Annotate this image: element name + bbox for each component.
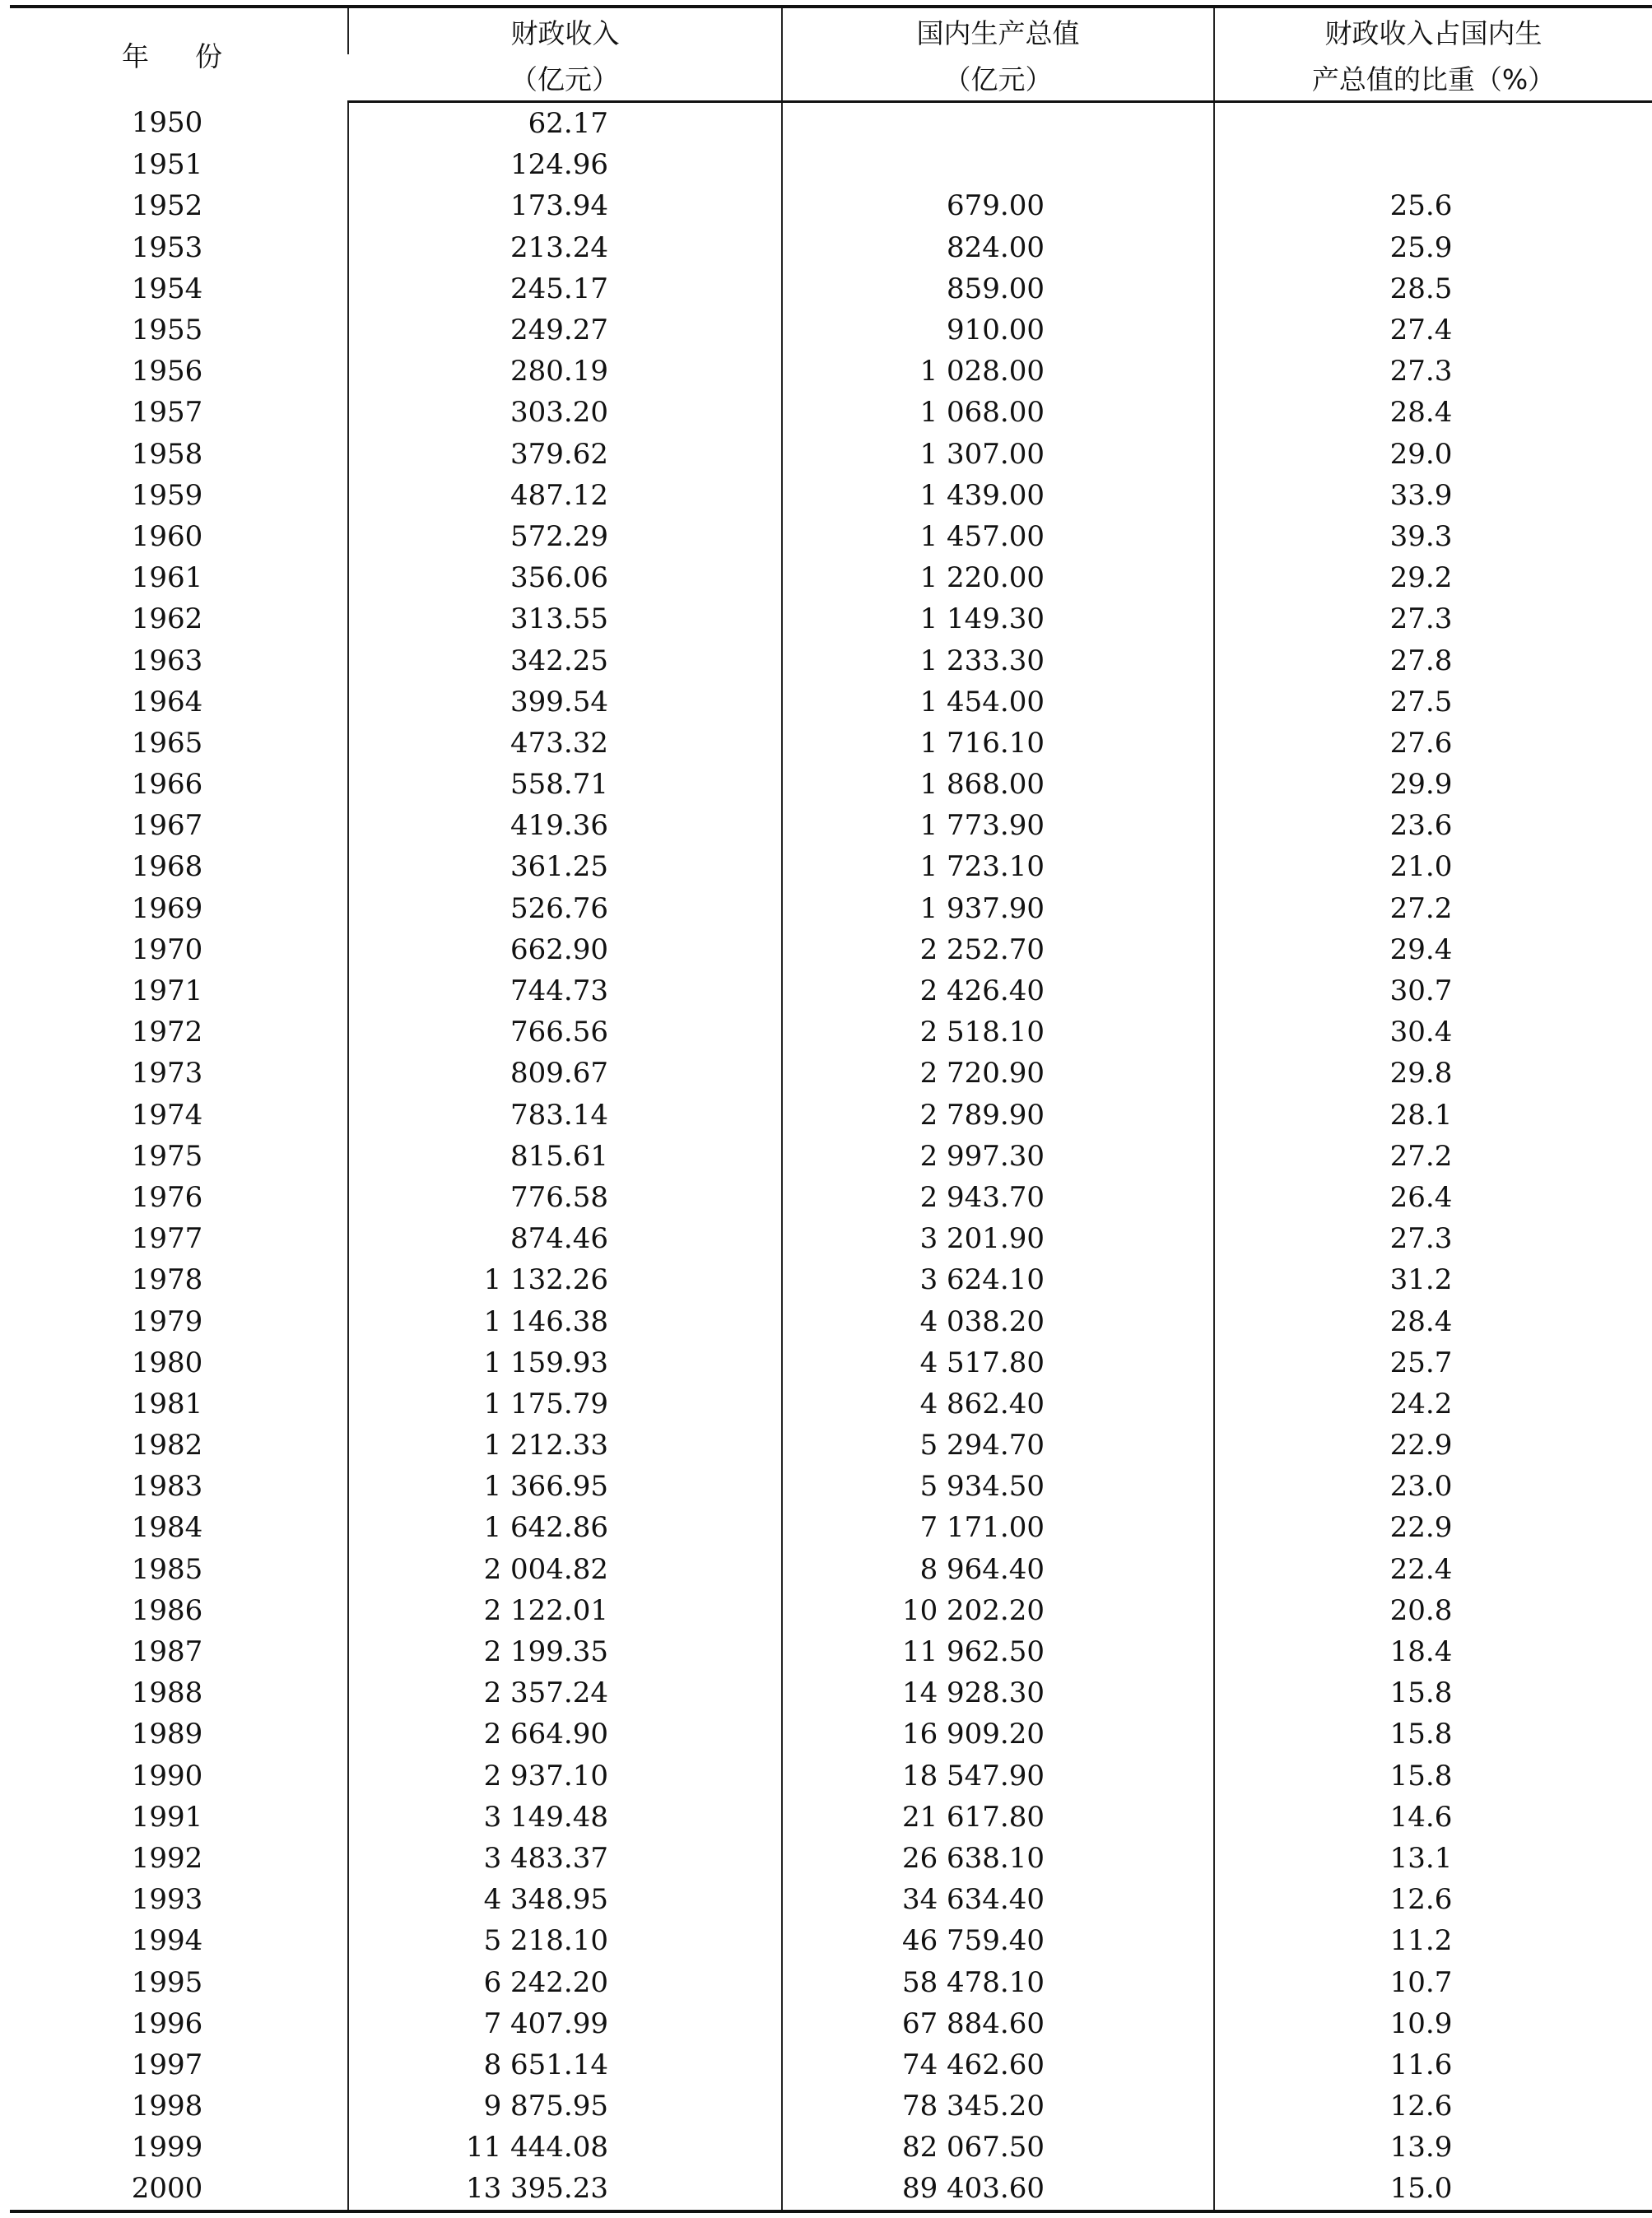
gdp-cell: 5 294.70 <box>782 1425 1214 1466</box>
table-row <box>10 1549 1652 1590</box>
ratio-cell: 29.4 <box>1214 929 1652 970</box>
revenue-cell: 1 132.26 <box>348 1259 782 1300</box>
gdp-cell: 14 928.30 <box>782 1672 1214 1713</box>
ratio-cell: 27.6 <box>1214 723 1652 764</box>
ratio-cell: 26.4 <box>1214 1177 1652 1218</box>
gdp-cell: 74 462.60 <box>782 2044 1214 2085</box>
year-cell: 1995 <box>131 1965 203 1999</box>
revenue-cell: 6 242.20 <box>348 1961 782 2002</box>
table-row <box>10 1177 1652 1218</box>
revenue-cell: 3 483.37 <box>348 1838 782 1879</box>
gdp-cell: 2 789.90 <box>782 1095 1214 1136</box>
data-table-container <box>10 5 1652 2213</box>
ratio-cell: 29.9 <box>1214 764 1652 805</box>
year-cell: 1957 <box>131 396 203 430</box>
revenue-cell: 874.46 <box>348 1218 782 1259</box>
year-cell: 1970 <box>131 932 203 966</box>
table-row <box>10 434 1652 475</box>
gdp-cell <box>782 144 1214 185</box>
gdp-cell: 8 964.40 <box>782 1549 1214 1590</box>
gdp-cell: 1 233.30 <box>782 639 1214 681</box>
table-row <box>10 1383 1652 1425</box>
gdp-cell: 1 723.10 <box>782 846 1214 887</box>
revenue-cell: 2 357.24 <box>348 1672 782 1713</box>
gdp-unit-header: （亿元） <box>782 54 1214 102</box>
revenue-cell: 2 937.10 <box>348 1755 782 1797</box>
table-row <box>10 2044 1652 2085</box>
table-row <box>10 1466 1652 1507</box>
revenue-cell: 1 159.93 <box>348 1342 782 1383</box>
table-row <box>10 144 1652 185</box>
gdp-cell: 78 345.20 <box>782 2085 1214 2127</box>
table-row <box>10 1342 1652 1383</box>
ratio-cell: 27.2 <box>1214 1136 1652 1177</box>
year-cell: 1974 <box>131 1098 203 1132</box>
gdp-cell: 3 624.10 <box>782 1259 1214 1300</box>
year-cell: 1993 <box>131 1883 203 1917</box>
table-row <box>10 1838 1652 1879</box>
gdp-column-header: 国内生产总值 <box>782 7 1214 54</box>
revenue-cell: 13 395.23 <box>348 2168 782 2211</box>
gdp-cell: 2 997.30 <box>782 1136 1214 1177</box>
revenue-cell: 526.76 <box>348 888 782 929</box>
year-cell: 1997 <box>131 2048 203 2081</box>
gdp-cell: 4 517.80 <box>782 1342 1214 1383</box>
year-cell: 1976 <box>131 1180 203 1214</box>
revenue-cell: 1 146.38 <box>348 1300 782 1341</box>
gdp-cell: 21 617.80 <box>782 1797 1214 1838</box>
revenue-cell: 487.12 <box>348 475 782 516</box>
revenue-cell: 809.67 <box>348 1053 782 1094</box>
revenue-cell: 173.94 <box>348 185 782 226</box>
ratio-cell: 15.8 <box>1214 1713 1652 1755</box>
revenue-cell: 2 664.90 <box>348 1713 782 1755</box>
revenue-cell: 1 175.79 <box>348 1383 782 1425</box>
table-row <box>10 1672 1652 1713</box>
table-row <box>10 227 1652 268</box>
table-row <box>10 846 1652 887</box>
gdp-cell: 824.00 <box>782 227 1214 268</box>
gdp-cell: 5 934.50 <box>782 1466 1214 1507</box>
year-cell: 1981 <box>131 1387 203 1421</box>
gdp-cell: 2 943.70 <box>782 1177 1214 1218</box>
gdp-cell: 4 862.40 <box>782 1383 1214 1425</box>
revenue-cell: 419.36 <box>348 805 782 846</box>
gdp-cell: 1 937.90 <box>782 888 1214 929</box>
table-header <box>10 7 1652 102</box>
revenue-cell: 11 444.08 <box>348 2127 782 2168</box>
ratio-cell: 33.9 <box>1214 475 1652 516</box>
revenue-cell: 313.55 <box>348 598 782 639</box>
table-row <box>10 1095 1652 1136</box>
year-cell: 1999 <box>131 2131 203 2165</box>
table-row <box>10 929 1652 970</box>
gdp-cell: 89 403.60 <box>782 2168 1214 2211</box>
ratio-cell: 15.8 <box>1214 1755 1652 1797</box>
gdp-cell: 1 716.10 <box>782 723 1214 764</box>
revenue-cell: 766.56 <box>348 1011 782 1053</box>
gdp-cell <box>782 102 1214 145</box>
ratio-cell: 29.8 <box>1214 1053 1652 1094</box>
gdp-cell: 1 773.90 <box>782 805 1214 846</box>
revenue-cell: 558.71 <box>348 764 782 805</box>
year-cell: 1991 <box>131 1800 203 1834</box>
table-row <box>10 888 1652 929</box>
gdp-cell: 58 478.10 <box>782 1961 1214 2002</box>
ratio-cell: 21.0 <box>1214 846 1652 887</box>
gdp-cell: 1 068.00 <box>782 392 1214 433</box>
table-row <box>10 1631 1652 1672</box>
revenue-cell: 2 004.82 <box>348 1549 782 1590</box>
fiscal-revenue-table <box>10 5 1652 2213</box>
ratio-cell: 14.6 <box>1214 1797 1652 1838</box>
gdp-cell: 34 634.40 <box>782 1879 1214 1920</box>
table-row <box>10 598 1652 639</box>
year-column-header: 年份 <box>10 7 348 102</box>
revenue-cell: 379.62 <box>348 434 782 475</box>
year-cell: 1967 <box>131 809 203 843</box>
year-cell: 1990 <box>131 1759 203 1793</box>
ratio-cell: 23.0 <box>1214 1466 1652 1507</box>
ratio-cell: 25.9 <box>1214 227 1652 268</box>
revenue-cell: 776.58 <box>348 1177 782 1218</box>
year-cell: 1994 <box>131 1924 203 1958</box>
revenue-unit-header: （亿元） <box>348 54 782 102</box>
revenue-cell: 213.24 <box>348 227 782 268</box>
year-cell: 1954 <box>131 272 203 305</box>
year-cell: 1988 <box>131 1676 203 1710</box>
table-row <box>10 351 1652 392</box>
year-cell: 1956 <box>131 355 203 388</box>
table-row <box>10 805 1652 846</box>
year-cell: 1996 <box>131 2006 203 2040</box>
table-row <box>10 1053 1652 1094</box>
revenue-cell: 62.17 <box>348 102 782 145</box>
revenue-cell: 1 212.33 <box>348 1425 782 1466</box>
revenue-cell: 2 199.35 <box>348 1631 782 1672</box>
year-cell: 1977 <box>131 1222 203 1256</box>
gdp-cell: 16 909.20 <box>782 1713 1214 1755</box>
revenue-cell: 9 875.95 <box>348 2085 782 2127</box>
year-cell: 1984 <box>131 1511 203 1545</box>
ratio-column-header: 财政收入占国内生 <box>1214 7 1652 54</box>
table-row <box>10 1590 1652 1631</box>
table-row <box>10 1507 1652 1548</box>
ratio-cell: 22.4 <box>1214 1549 1652 1590</box>
table-row <box>10 475 1652 516</box>
year-cell: 1992 <box>131 1841 203 1875</box>
ratio-cell: 20.8 <box>1214 1590 1652 1631</box>
table-row <box>10 1425 1652 1466</box>
ratio-cell: 11.2 <box>1214 1920 1652 1961</box>
year-cell: 1982 <box>131 1429 203 1462</box>
year-cell: 1965 <box>131 726 203 760</box>
gdp-cell: 11 962.50 <box>782 1631 1214 1672</box>
gdp-cell: 1 868.00 <box>782 764 1214 805</box>
year-cell: 1959 <box>131 478 203 512</box>
year-cell: 1953 <box>131 230 203 264</box>
revenue-cell: 356.06 <box>348 557 782 598</box>
year-cell: 1964 <box>131 685 203 718</box>
ratio-cell: 13.9 <box>1214 2127 1652 2168</box>
gdp-cell: 859.00 <box>782 268 1214 309</box>
revenue-cell: 815.61 <box>348 1136 782 1177</box>
ratio-cell: 29.0 <box>1214 434 1652 475</box>
gdp-cell: 46 759.40 <box>782 1920 1214 1961</box>
revenue-cell: 8 651.14 <box>348 2044 782 2085</box>
ratio-cell: 15.0 <box>1214 2168 1652 2211</box>
revenue-cell: 303.20 <box>348 392 782 433</box>
year-cell: 1950 <box>131 106 203 140</box>
year-cell: 1980 <box>131 1346 203 1379</box>
ratio-cell: 28.4 <box>1214 1300 1652 1341</box>
ratio-cell: 22.9 <box>1214 1507 1652 1548</box>
year-cell: 1960 <box>131 519 203 553</box>
ratio-cell: 12.6 <box>1214 2085 1652 2127</box>
ratio-cell: 25.6 <box>1214 185 1652 226</box>
year-cell: 1958 <box>131 437 203 471</box>
table-body <box>10 102 1652 2211</box>
ratio-cell: 27.8 <box>1214 639 1652 681</box>
revenue-cell: 783.14 <box>348 1095 782 1136</box>
ratio-cell: 28.4 <box>1214 392 1652 433</box>
ratio-cell: 24.2 <box>1214 1383 1652 1425</box>
year-cell: 1972 <box>131 1016 203 1049</box>
revenue-cell: 245.17 <box>348 268 782 309</box>
table-row <box>10 309 1652 351</box>
table-row <box>10 1259 1652 1300</box>
ratio-cell <box>1214 144 1652 185</box>
revenue-cell: 399.54 <box>348 681 782 723</box>
table-row <box>10 102 1652 145</box>
revenue-cell: 473.32 <box>348 723 782 764</box>
gdp-cell: 910.00 <box>782 309 1214 351</box>
gdp-cell: 82 067.50 <box>782 2127 1214 2168</box>
revenue-cell: 342.25 <box>348 639 782 681</box>
table-row <box>10 1011 1652 1053</box>
year-cell: 1952 <box>131 189 203 223</box>
revenue-cell: 744.73 <box>348 970 782 1011</box>
gdp-cell: 1 028.00 <box>782 351 1214 392</box>
revenue-cell: 3 149.48 <box>348 1797 782 1838</box>
ratio-cell: 25.7 <box>1214 1342 1652 1383</box>
gdp-cell: 1 149.30 <box>782 598 1214 639</box>
table-row <box>10 2003 1652 2044</box>
revenue-cell: 1 366.95 <box>348 1466 782 1507</box>
gdp-cell: 1 220.00 <box>782 557 1214 598</box>
revenue-column-header: 财政收入 <box>348 7 782 54</box>
ratio-cell: 18.4 <box>1214 1631 1652 1672</box>
gdp-cell: 7 171.00 <box>782 1507 1214 1548</box>
table-row <box>10 185 1652 226</box>
table-row <box>10 1879 1652 1920</box>
table-row <box>10 2085 1652 2127</box>
revenue-cell: 4 348.95 <box>348 1879 782 1920</box>
year-cell: 1973 <box>131 1057 203 1090</box>
ratio-cell: 22.9 <box>1214 1425 1652 1466</box>
year-cell: 1971 <box>131 974 203 1008</box>
year-cell: 1987 <box>131 1635 203 1669</box>
gdp-cell: 679.00 <box>782 185 1214 226</box>
revenue-cell: 1 642.86 <box>348 1507 782 1548</box>
ratio-cell: 27.3 <box>1214 351 1652 392</box>
gdp-cell: 2 518.10 <box>782 1011 1214 1053</box>
table-row <box>10 1300 1652 1341</box>
table-row <box>10 1797 1652 1838</box>
ratio-cell: 28.5 <box>1214 268 1652 309</box>
table-row <box>10 1136 1652 1177</box>
ratio-cell <box>1214 102 1652 145</box>
gdp-cell: 4 038.20 <box>782 1300 1214 1341</box>
year-cell: 1966 <box>131 768 203 802</box>
year-cell: 1969 <box>131 891 203 925</box>
year-cell: 1961 <box>131 561 203 595</box>
year-cell: 1968 <box>131 850 203 884</box>
revenue-cell: 662.90 <box>348 929 782 970</box>
year-cell: 1962 <box>131 602 203 636</box>
year-cell: 1955 <box>131 314 203 347</box>
ratio-cell: 15.8 <box>1214 1672 1652 1713</box>
table-row <box>10 764 1652 805</box>
year-cell: 1975 <box>131 1139 203 1173</box>
year-cell: 2000 <box>10 2168 348 2211</box>
table-row <box>10 516 1652 557</box>
gdp-cell: 1 439.00 <box>782 475 1214 516</box>
year-cell: 1978 <box>131 1263 203 1297</box>
table-row <box>10 2168 1652 2211</box>
gdp-cell: 2 426.40 <box>782 970 1214 1011</box>
ratio-cell: 10.9 <box>1214 2003 1652 2044</box>
gdp-cell: 2 252.70 <box>782 929 1214 970</box>
gdp-cell: 1 454.00 <box>782 681 1214 723</box>
year-cell: 1985 <box>131 1552 203 1586</box>
table-row <box>10 1713 1652 1755</box>
ratio-cell: 28.1 <box>1214 1095 1652 1136</box>
ratio-cell: 11.6 <box>1214 2044 1652 2085</box>
gdp-cell: 26 638.10 <box>782 1838 1214 1879</box>
revenue-cell: 280.19 <box>348 351 782 392</box>
ratio-cell: 23.6 <box>1214 805 1652 846</box>
ratio-cell: 10.7 <box>1214 1961 1652 2002</box>
table-row <box>10 557 1652 598</box>
table-row <box>10 392 1652 433</box>
ratio-cell: 27.4 <box>1214 309 1652 351</box>
year-cell: 1963 <box>131 644 203 677</box>
ratio-cell: 13.1 <box>1214 1838 1652 1879</box>
year-cell: 1979 <box>131 1304 203 1338</box>
table-row <box>10 970 1652 1011</box>
ratio-unit-header: 产总值的比重（%） <box>1214 54 1652 102</box>
revenue-cell: 572.29 <box>348 516 782 557</box>
year-cell: 1951 <box>131 148 203 182</box>
year-cell: 1983 <box>131 1470 203 1504</box>
table-row <box>10 723 1652 764</box>
ratio-cell: 27.3 <box>1214 598 1652 639</box>
year-cell: 1986 <box>131 1593 203 1627</box>
table-row <box>10 639 1652 681</box>
gdp-cell: 1 307.00 <box>782 434 1214 475</box>
revenue-cell: 5 218.10 <box>348 1920 782 1961</box>
table-row <box>10 268 1652 309</box>
ratio-cell: 27.2 <box>1214 888 1652 929</box>
ratio-cell: 30.4 <box>1214 1011 1652 1053</box>
table-row <box>10 1920 1652 1961</box>
ratio-cell: 39.3 <box>1214 516 1652 557</box>
revenue-cell: 249.27 <box>348 309 782 351</box>
revenue-cell: 361.25 <box>348 846 782 887</box>
ratio-cell: 29.2 <box>1214 557 1652 598</box>
table-row <box>10 2127 1652 2168</box>
ratio-cell: 27.5 <box>1214 681 1652 723</box>
revenue-cell: 7 407.99 <box>348 2003 782 2044</box>
gdp-cell: 18 547.90 <box>782 1755 1214 1797</box>
ratio-cell: 27.3 <box>1214 1218 1652 1259</box>
gdp-cell: 1 457.00 <box>782 516 1214 557</box>
table-row <box>10 681 1652 723</box>
table-row <box>10 1961 1652 2002</box>
revenue-cell: 124.96 <box>348 144 782 185</box>
gdp-cell: 2 720.90 <box>782 1053 1214 1094</box>
year-cell: 1989 <box>131 1718 203 1751</box>
gdp-cell: 3 201.90 <box>782 1218 1214 1259</box>
ratio-cell: 12.6 <box>1214 1879 1652 1920</box>
year-cell: 1998 <box>131 2090 203 2123</box>
table-row <box>10 1755 1652 1797</box>
ratio-cell: 30.7 <box>1214 970 1652 1011</box>
table-row <box>10 1218 1652 1259</box>
gdp-cell: 67 884.60 <box>782 2003 1214 2044</box>
ratio-cell: 31.2 <box>1214 1259 1652 1300</box>
revenue-cell: 2 122.01 <box>348 1590 782 1631</box>
gdp-cell: 10 202.20 <box>782 1590 1214 1631</box>
